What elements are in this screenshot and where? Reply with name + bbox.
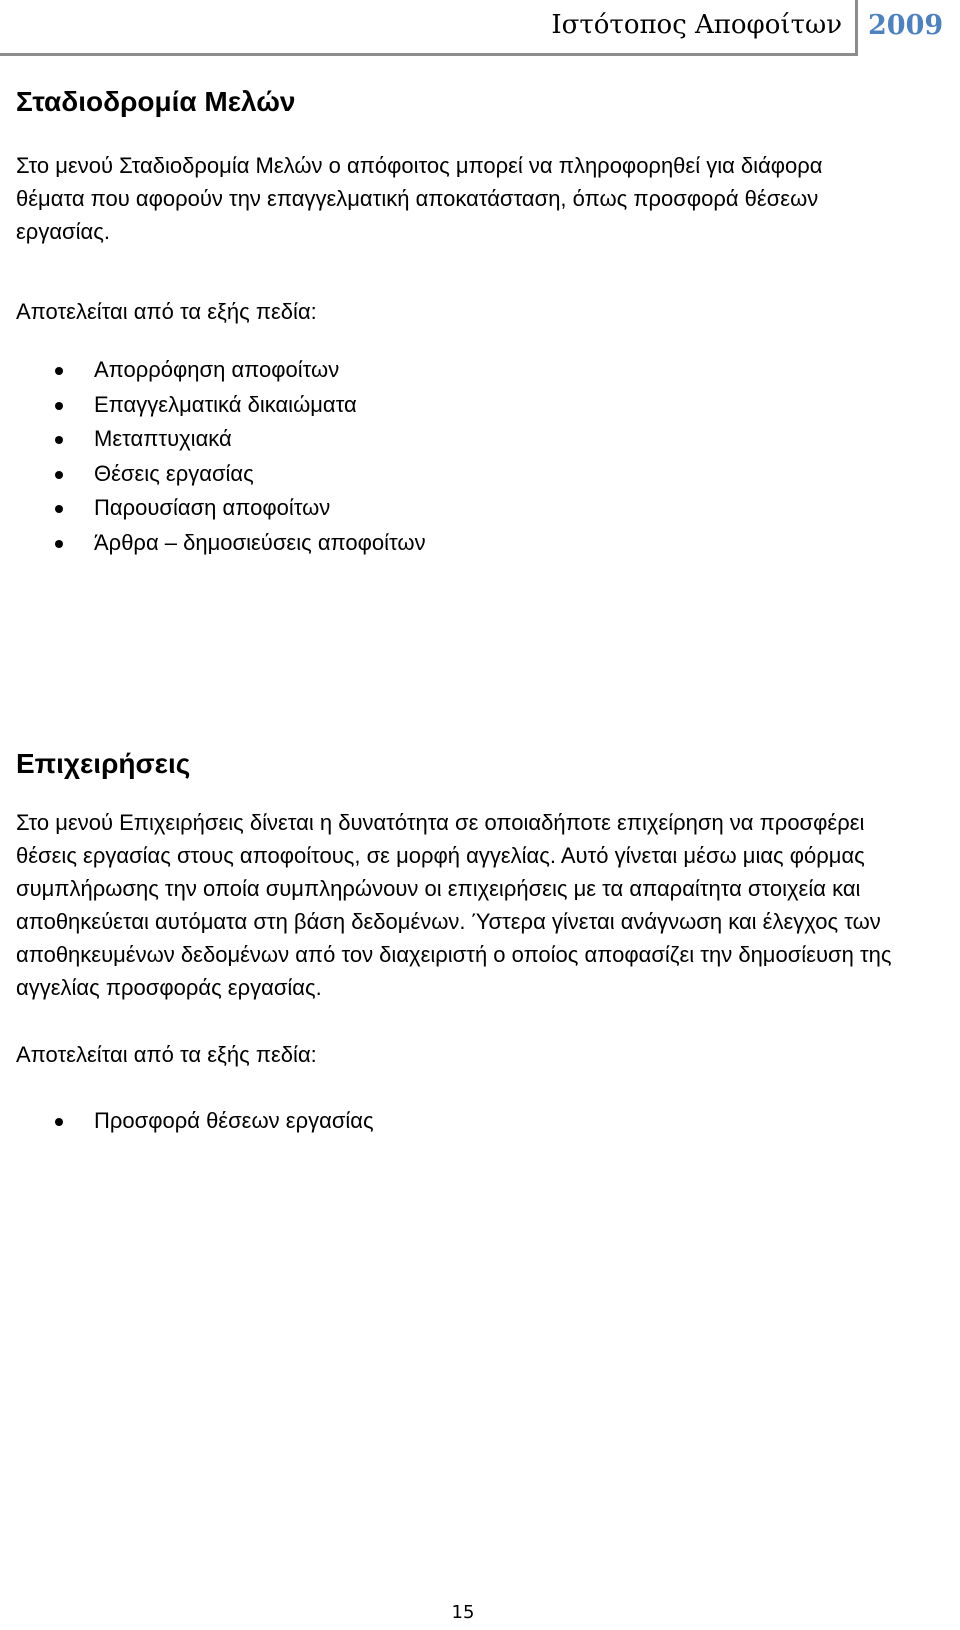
bullet-icon	[55, 540, 63, 548]
list-item	[16, 526, 926, 561]
businesses-fields-list	[16, 1104, 926, 1139]
list-item-label: Απορρόφηση αποφοίτων	[94, 357, 340, 382]
section-heading-careers: Σταδιοδρομία Μελών	[16, 86, 296, 117]
careers-fields-list	[16, 353, 926, 560]
section-heading-businesses: Επιχειρήσεις	[16, 748, 191, 779]
page-number: 15	[451, 1602, 475, 1623]
list-item-label: Προσφορά θέσεων εργασίας	[94, 1108, 374, 1133]
page-content	[16, 82, 926, 1139]
header-rule	[0, 53, 856, 56]
bullet-icon	[55, 505, 63, 513]
list-item	[16, 457, 926, 492]
list-item	[16, 1104, 926, 1139]
list-item-label: Θέσεις εργασίας	[94, 460, 254, 486]
careers-fields-intro: Αποτελείται από τα εξής πεδία:	[16, 299, 317, 324]
list-item-label: Μεταπτυχιακά	[94, 426, 232, 451]
header-divider	[855, 0, 858, 56]
bullet-icon	[55, 436, 63, 444]
list-item	[16, 491, 926, 526]
page-header	[0, 0, 960, 56]
bullet-icon	[55, 471, 63, 479]
list-item-label: Επαγγελματικά δικαιώματα	[94, 391, 357, 417]
list-item	[16, 388, 926, 423]
bullet-icon	[55, 367, 63, 375]
bullet-icon	[55, 1118, 63, 1126]
businesses-paragraph: Στο μενού Επιχειρήσεις δίνεται η δυνατότητα σε οποιαδήποτε επιχείρηση να προσφέρει θέσεις εργασίας στους αποφοίτους, σε μορφή αγγελίας. Αυτό γίνεται μέσω μιας φόρμας συμπλήρωσης την οποία συμπληρώνουν οι επιχειρήσεις με τα απαραίτητα στοιχεία και αποθηκεύεται αυτόματα στη βάση δεδομένων. Ύστερα γίνεται ανάγνωση και έλεγχος των αποθηκευμένων δεδομένων από τον διαχειριστή ο οποίος αποφασίζει την δημοσίευση της αγγελίας προσφοράς εργασίας.	[16, 810, 892, 1000]
header-title: Ιστότοπος Αποφοίτων	[551, 10, 842, 40]
list-item	[16, 422, 926, 457]
header-year: 2009	[868, 10, 944, 41]
list-item-label: Παρουσίαση αποφοίτων	[94, 495, 331, 520]
businesses-fields-intro: Αποτελείται από τα εξής πεδία:	[16, 1042, 317, 1067]
bullet-icon	[55, 402, 63, 410]
list-item-label: Άρθρα – δημοσιεύσεις αποφοίτων	[94, 529, 426, 555]
list-item	[16, 353, 926, 388]
careers-intro-paragraph: Στο μενού Σταδιοδρομία Μελών ο απόφοιτος μπορεί να πληροφορηθεί για διάφορα θέματα που αφορούν την επαγγελματική αποκατάσταση, όπως προσφορά θέσεων εργασίας.	[16, 153, 823, 244]
